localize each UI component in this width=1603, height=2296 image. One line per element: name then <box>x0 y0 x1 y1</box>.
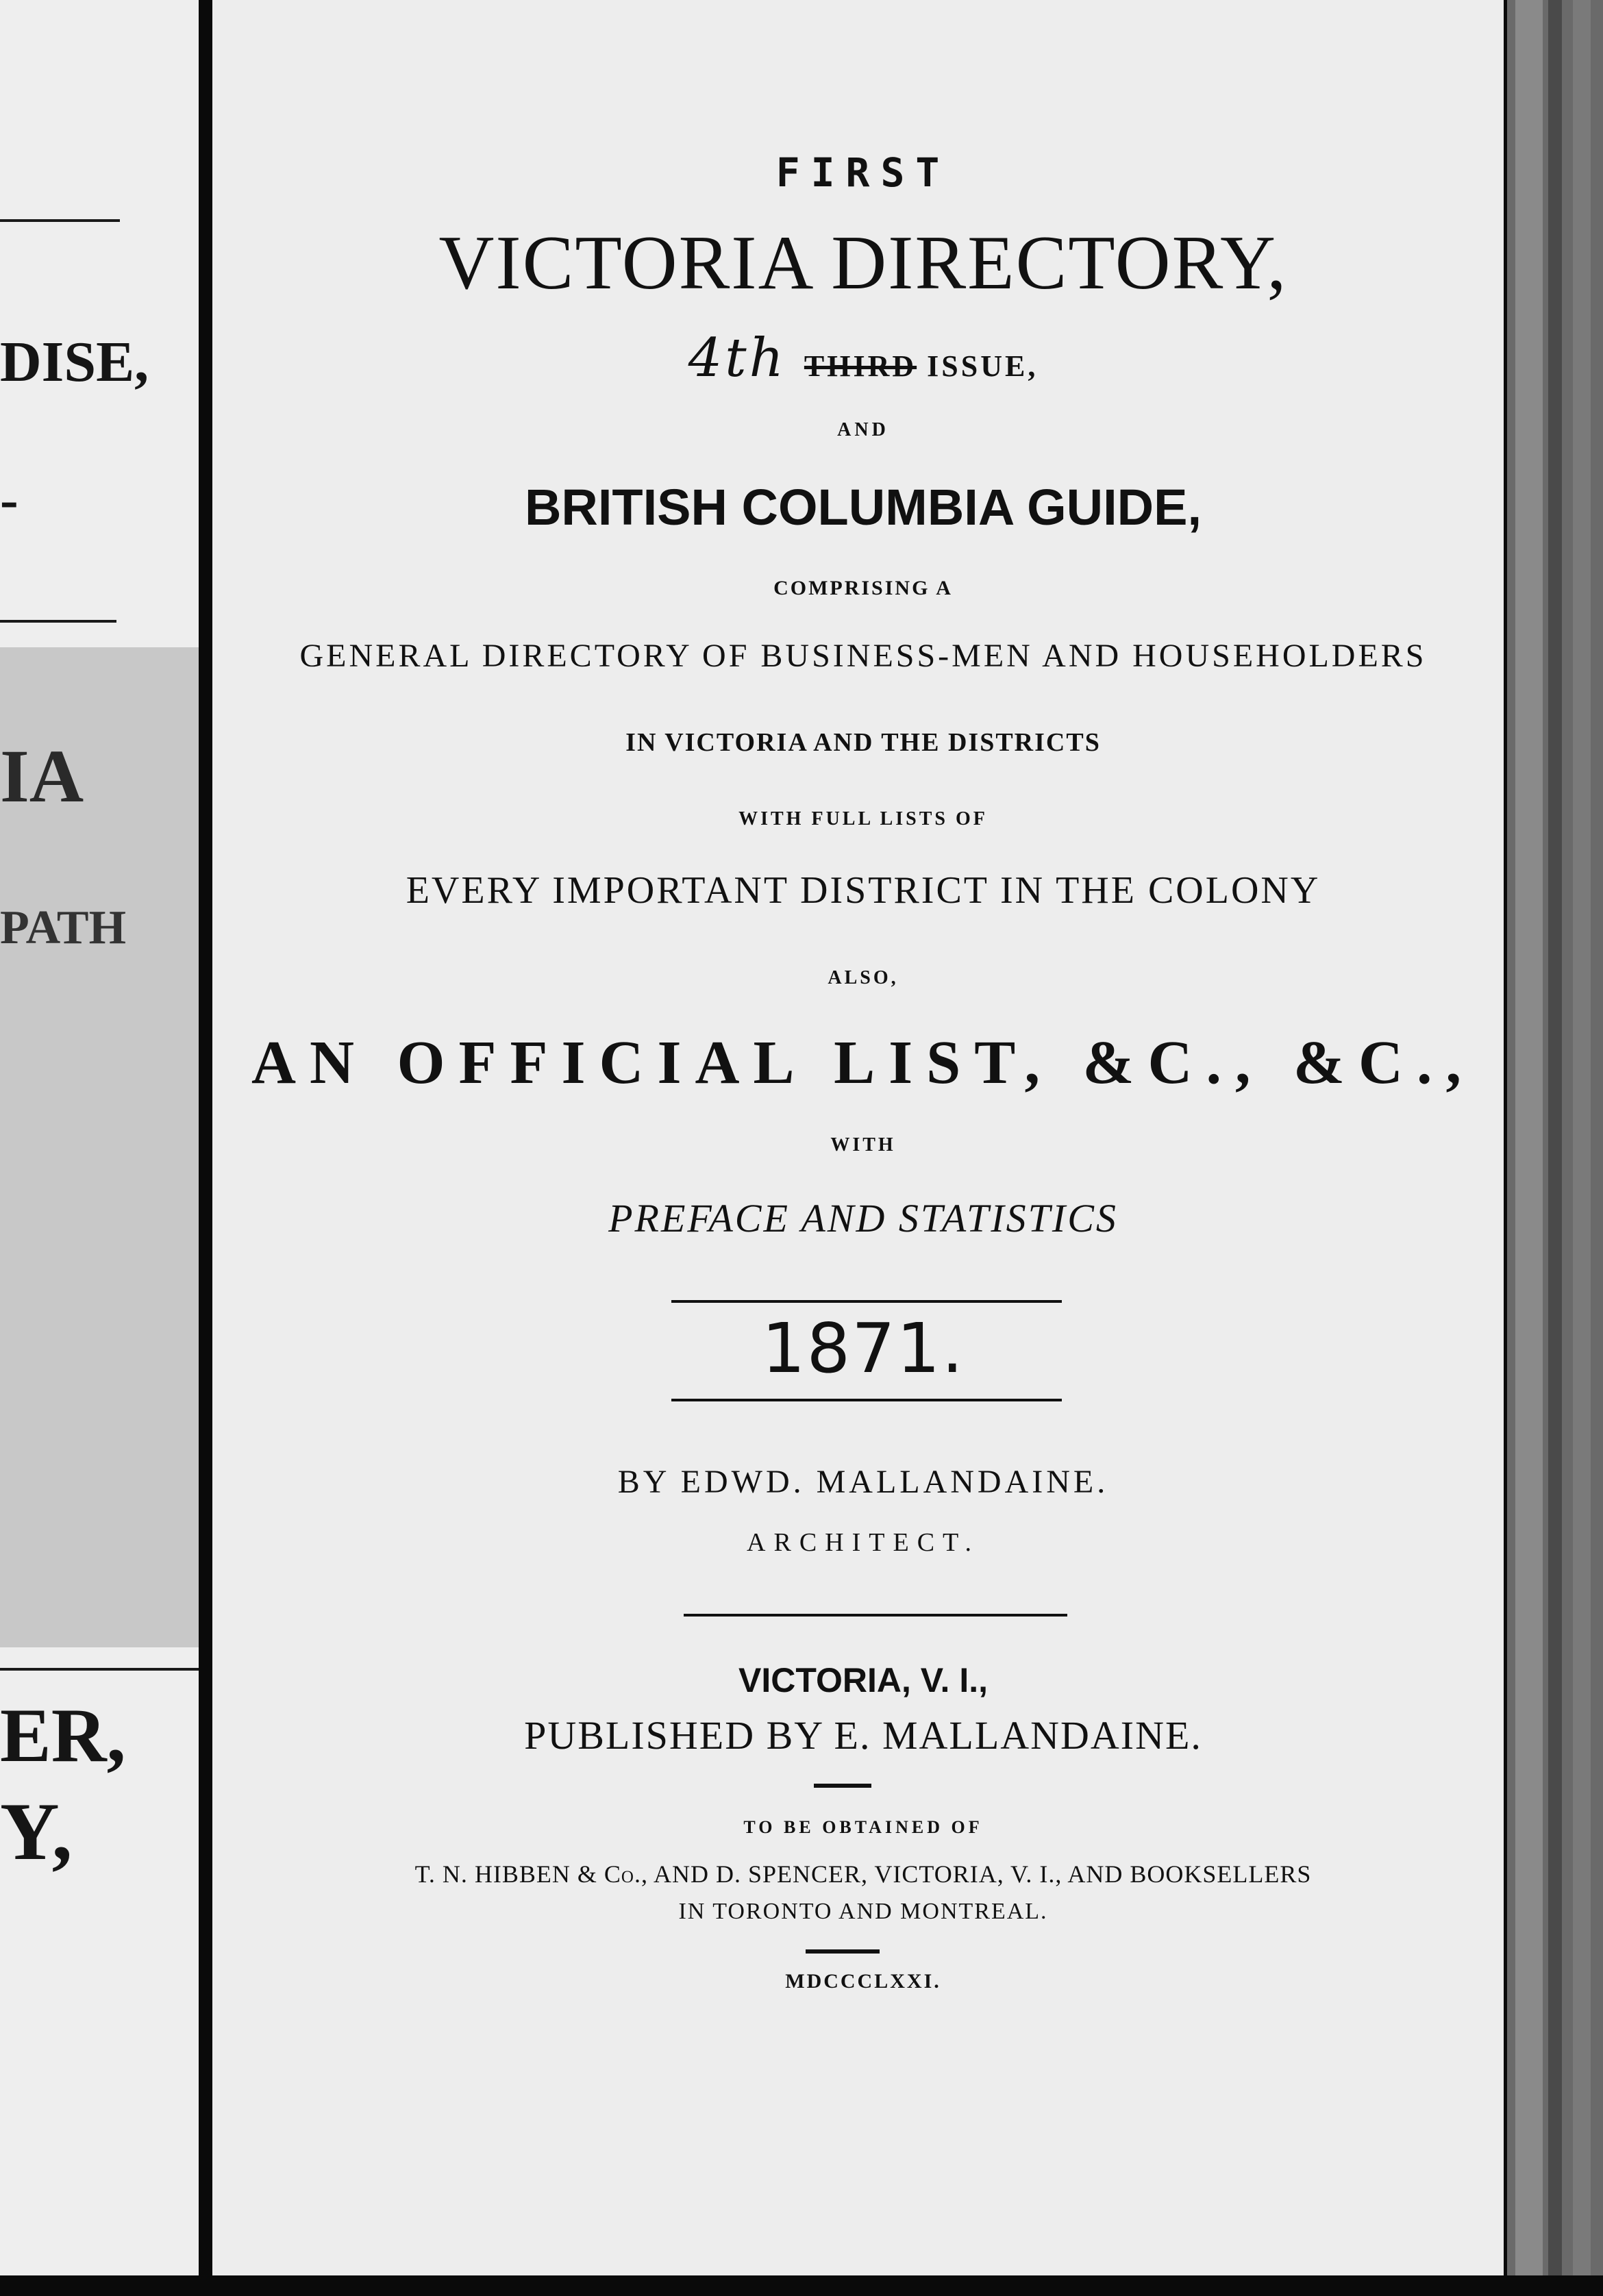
handwritten-edition: 4th <box>688 327 786 389</box>
edition-issue: ISSUE, <box>927 349 1039 383</box>
struck-edition: THIRD <box>804 349 917 383</box>
rule-below-year <box>671 1399 1062 1401</box>
divider-rule <box>0 219 120 222</box>
author-line: BY EDWD. MALLANDAINE. <box>617 1464 1109 1500</box>
rule-above-imprint <box>684 1614 1067 1617</box>
fragment-text: ER, <box>0 1693 126 1778</box>
every-district-line: EVERY IMPORTANT DISTRICT IN THE COLONY <box>406 869 1321 912</box>
publication-year: 1871. <box>761 1308 965 1388</box>
fragment-text: IA <box>0 734 84 818</box>
profession-line: ARCHITECT. <box>747 1528 980 1557</box>
roman-year: MDCCCLXXI. <box>785 1970 941 1993</box>
short-rule <box>814 1784 871 1788</box>
official-list-line: AN OFFICIAL LIST, &C., &C., <box>251 1029 1475 1097</box>
fragment-text: - <box>0 470 18 530</box>
fragment-text: PATH <box>0 901 127 954</box>
general-directory-line: GENERAL DIRECTORY OF BUSINESS-MEN AND HOUSEHOLDERS <box>299 638 1427 674</box>
divider-rule <box>0 620 116 623</box>
with-label: WITH <box>830 1134 896 1156</box>
edition-line <box>212 327 1514 389</box>
place-line: VICTORIA, V. I., <box>738 1661 988 1699</box>
comprising-label: COMPRISING A <box>773 577 953 599</box>
bottom-border <box>0 2275 1603 2296</box>
obtained-line: TO BE OBTAINED OF <box>743 1817 983 1837</box>
first-label: FIRST <box>775 149 951 196</box>
rule-above-year <box>671 1300 1062 1303</box>
short-rule <box>806 1949 880 1954</box>
fragment-text: Y, <box>0 1786 73 1877</box>
divider-rule <box>0 1668 199 1671</box>
title-page <box>212 0 1514 2296</box>
also-label: ALSO, <box>828 967 899 988</box>
main-title: VICTORIA DIRECTORY, <box>438 221 1288 305</box>
sellers-line-1: T. N. HIBBEN & Co., AND D. SPENCER, VICTORIA, V. I., AND BOOKSELLERS <box>414 1860 1312 1888</box>
with-full-lists-line: WITH FULL LISTS OF <box>738 808 988 829</box>
subtitle: BRITISH COLUMBIA GUIDE, <box>524 479 1202 536</box>
and-conjunction: AND <box>837 419 889 440</box>
sellers-line-2: IN TORONTO AND MONTREAL. <box>678 1899 1048 1924</box>
page-gutter <box>199 0 214 2296</box>
fragment-text: DISE, <box>0 330 149 394</box>
preface-line: PREFACE AND STATISTICS <box>608 1196 1118 1240</box>
adjacent-page-fragment <box>0 0 199 2296</box>
in-victoria-line: IN VICTORIA AND THE DISTRICTS <box>625 728 1101 757</box>
book-edge <box>1507 0 1603 2296</box>
publisher-line: PUBLISHED BY E. MALLANDAINE. <box>524 1713 1202 1758</box>
